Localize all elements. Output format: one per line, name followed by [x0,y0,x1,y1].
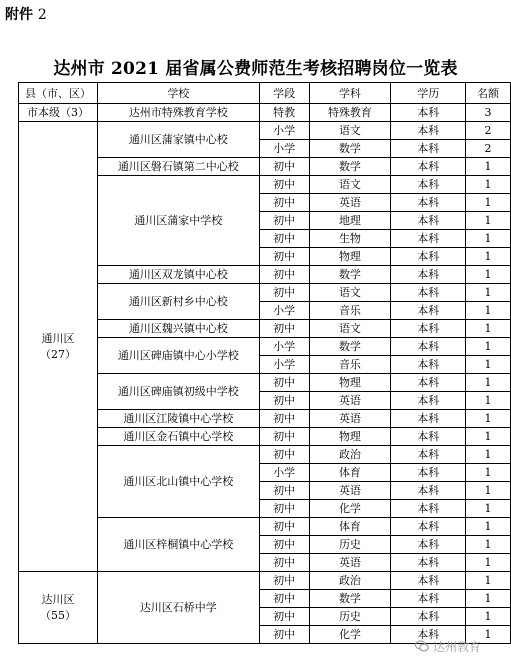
count-cell: 1 [466,446,511,464]
count-cell: 1 [466,212,511,230]
education-cell: 本科 [391,410,466,428]
count-cell: 1 [466,194,511,212]
count-cell: 1 [466,248,511,266]
subject-cell: 语文 [309,320,391,338]
subject-cell: 数学 [309,158,391,176]
header-stage: 学段 [259,83,309,104]
education-cell: 本科 [391,554,466,572]
stage-cell: 初中 [259,374,309,392]
count-cell: 1 [466,302,511,320]
stage-cell: 初中 [259,266,309,284]
school-cell: 达川区石桥中学 [97,572,259,644]
count-cell: 1 [466,338,511,356]
education-cell: 本科 [391,464,466,482]
school-cell: 通川区江陵镇中心学校 [97,410,259,428]
school-cell: 通川区新村乡中心校 [97,284,259,320]
subject-cell: 物理 [309,428,391,446]
wechat-icon [415,639,429,653]
count-cell: 1 [466,356,511,374]
school-cell: 通川区魏兴镇中心校 [97,320,259,338]
table-row [19,122,511,140]
stage-cell: 初中 [259,554,309,572]
header-education: 学历 [391,83,466,104]
school-cell: 通川区蒲家镇中心校 [97,122,259,158]
subject-cell: 英语 [309,392,391,410]
education-cell: 本科 [391,338,466,356]
subject-cell: 化学 [309,626,391,644]
header-school: 学校 [97,83,259,104]
education-cell: 本科 [391,590,466,608]
stage-cell: 小学 [259,338,309,356]
subject-cell: 数学 [309,140,391,158]
table-row [19,104,511,122]
education-cell: 本科 [391,572,466,590]
stage-cell: 初中 [259,212,309,230]
education-cell: 本科 [391,320,466,338]
stage-cell: 初中 [259,230,309,248]
education-cell: 本科 [391,608,466,626]
count-cell: 1 [466,536,511,554]
subject-cell: 英语 [309,482,391,500]
subject-cell: 音乐 [309,302,391,320]
count-cell: 2 [466,140,511,158]
education-cell: 本科 [391,104,466,122]
subject-cell: 政治 [309,572,391,590]
subject-cell: 语文 [309,284,391,302]
subject-cell: 地理 [309,212,391,230]
count-cell: 1 [466,590,511,608]
subject-cell: 历史 [309,608,391,626]
count-cell: 1 [466,428,511,446]
subject-cell: 历史 [309,536,391,554]
count-cell: 1 [466,374,511,392]
education-cell: 本科 [391,428,466,446]
stage-cell: 初中 [259,536,309,554]
stage-cell: 初中 [259,482,309,500]
education-cell: 本科 [391,176,466,194]
school-cell: 通川区北山镇中心学校 [97,446,259,518]
stage-cell: 初中 [259,158,309,176]
stage-cell: 初中 [259,428,309,446]
subject-cell: 英语 [309,410,391,428]
subject-cell: 数学 [309,590,391,608]
region-cell: 市本级（3） [19,104,98,122]
subject-cell: 政治 [309,446,391,464]
education-cell: 本科 [391,374,466,392]
header-region: 县（市、区） [19,83,98,104]
positions-table [18,82,511,644]
count-cell: 1 [466,554,511,572]
count-cell: 2 [466,122,511,140]
header-count: 名额 [466,83,511,104]
subject-cell: 语文 [309,176,391,194]
education-cell: 本科 [391,500,466,518]
stage-cell: 初中 [259,320,309,338]
education-cell: 本科 [391,212,466,230]
stage-cell: 初中 [259,410,309,428]
stage-cell: 初中 [259,518,309,536]
region-cell: 达川区 （55） [19,572,98,644]
subject-cell: 物理 [309,248,391,266]
education-cell: 本科 [391,140,466,158]
education-cell: 本科 [391,302,466,320]
count-cell: 1 [466,320,511,338]
subject-cell: 音乐 [309,356,391,374]
attachment-text: 附件 [5,7,33,23]
count-cell: 1 [466,518,511,536]
education-cell: 本科 [391,122,466,140]
count-cell: 1 [466,626,511,644]
attachment-number: 2 [37,7,47,23]
count-cell: 1 [466,284,511,302]
subject-cell: 特殊教育 [309,104,391,122]
count-cell: 1 [466,230,511,248]
stage-cell: 小学 [259,302,309,320]
table-header-row [19,83,511,104]
subject-cell: 体育 [309,518,391,536]
education-cell: 本科 [391,158,466,176]
subject-cell: 生物 [309,230,391,248]
region-cell: 通川区 （27） [19,122,98,572]
stage-cell: 初中 [259,590,309,608]
subject-cell: 语文 [309,122,391,140]
education-cell: 本科 [391,284,466,302]
education-cell: 本科 [391,194,466,212]
school-cell: 通川区双龙镇中心校 [97,266,259,284]
table-row [19,572,511,590]
watermark [415,637,507,655]
school-cell: 通川区磐石镇第二中心校 [97,158,259,176]
stage-cell: 初中 [259,284,309,302]
school-cell: 通川区梓桐镇中心学校 [97,518,259,572]
stage-cell: 小学 [259,122,309,140]
education-cell: 本科 [391,356,466,374]
count-cell: 1 [466,410,511,428]
subject-cell: 英语 [309,554,391,572]
count-cell: 1 [466,158,511,176]
watermark-text: 达州教育 [433,639,482,654]
education-cell: 本科 [391,536,466,554]
stage-cell: 小学 [259,356,309,374]
school-cell: 通川区蒲家中学校 [97,176,259,266]
count-cell: 1 [466,392,511,410]
school-cell: 通川区金石镇中心学校 [97,428,259,446]
education-cell: 本科 [391,446,466,464]
count-cell: 3 [466,104,511,122]
education-cell: 本科 [391,266,466,284]
education-cell: 本科 [391,518,466,536]
attachment-label [5,4,47,24]
count-cell: 1 [466,500,511,518]
header-subject: 学科 [309,83,391,104]
stage-cell: 初中 [259,176,309,194]
subject-cell: 物理 [309,374,391,392]
stage-cell: 初中 [259,392,309,410]
subject-cell: 英语 [309,194,391,212]
stage-cell: 初中 [259,248,309,266]
school-cell: 通川区碑庙镇初级中学校 [97,374,259,410]
subject-cell: 体育 [309,464,391,482]
stage-cell: 特教 [259,104,309,122]
stage-cell: 初中 [259,194,309,212]
education-cell: 本科 [391,230,466,248]
school-cell: 达州市特殊教育学校 [97,104,259,122]
count-cell: 1 [466,608,511,626]
stage-cell: 初中 [259,446,309,464]
count-cell: 1 [466,266,511,284]
count-cell: 1 [466,464,511,482]
stage-cell: 小学 [259,464,309,482]
stage-cell: 小学 [259,140,309,158]
stage-cell: 初中 [259,500,309,518]
count-cell: 1 [466,482,511,500]
school-cell: 通川区碑庙镇中心小学校 [97,338,259,374]
stage-cell: 初中 [259,608,309,626]
education-cell: 本科 [391,626,466,644]
education-cell: 本科 [391,248,466,266]
subject-cell: 数学 [309,338,391,356]
education-cell: 本科 [391,392,466,410]
stage-cell: 初中 [259,572,309,590]
stage-cell: 初中 [259,626,309,644]
count-cell: 1 [466,176,511,194]
subject-cell: 化学 [309,500,391,518]
education-cell: 本科 [391,482,466,500]
count-cell: 1 [466,572,511,590]
subject-cell: 数学 [309,266,391,284]
page-title: 达州市 2021 届省属公费师范生考核招聘岗位一览表 [53,59,458,79]
